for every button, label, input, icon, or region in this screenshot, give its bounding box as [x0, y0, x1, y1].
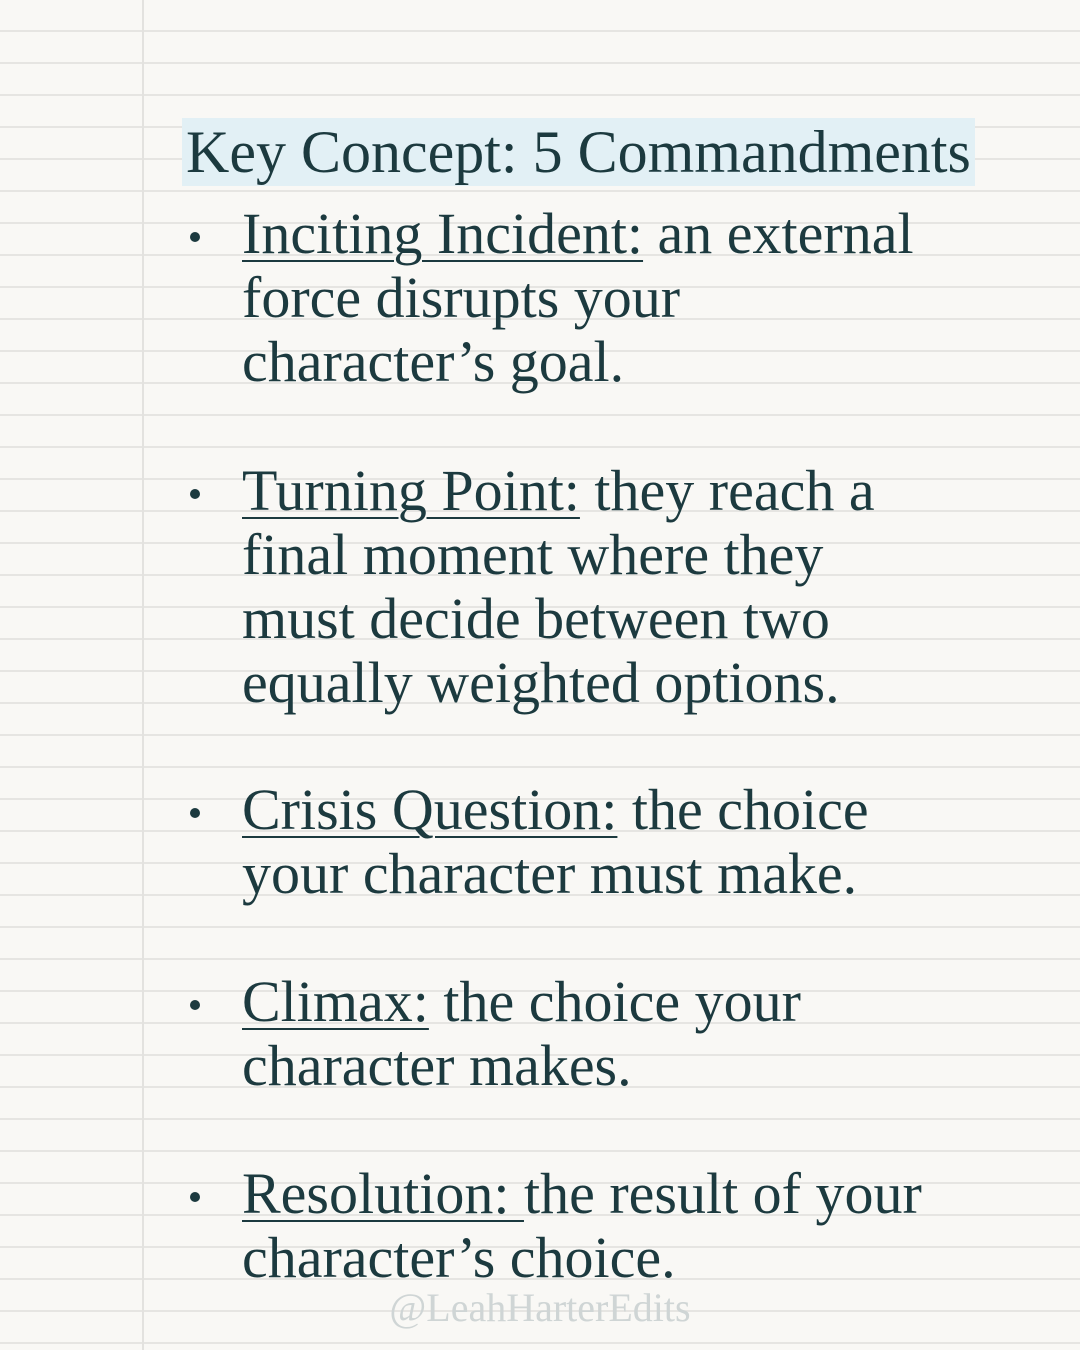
definition-resolution: the result of your character’s choice. — [242, 1161, 922, 1290]
definition-crisis-question: the choice your character must make. — [242, 777, 869, 906]
bullet-icon — [190, 489, 200, 499]
page-title: Key Concept: 5 Commandments — [186, 119, 971, 185]
term-crisis-question: Crisis Question: — [242, 777, 618, 842]
definition-climax: the choice your character makes. — [242, 969, 801, 1098]
bullet-icon — [190, 232, 200, 242]
definition-turning-point: they reach a final moment where they must decide between two equally weighted options. — [242, 458, 875, 715]
term-climax: Climax: — [242, 969, 429, 1034]
bullet-icon — [190, 1000, 200, 1010]
bullet-icon — [190, 808, 200, 818]
term-turning-point: Turning Point: — [242, 458, 580, 523]
term-resolution: Resolution: — [242, 1161, 524, 1226]
term-inciting-incident: Inciting Incident: — [242, 201, 644, 266]
watermark-handle: @LeahHarterEdits — [389, 1285, 691, 1330]
bullet-icon — [190, 1192, 200, 1202]
definition-inciting-incident: an external force disrupts your character’s goal. — [242, 201, 914, 394]
